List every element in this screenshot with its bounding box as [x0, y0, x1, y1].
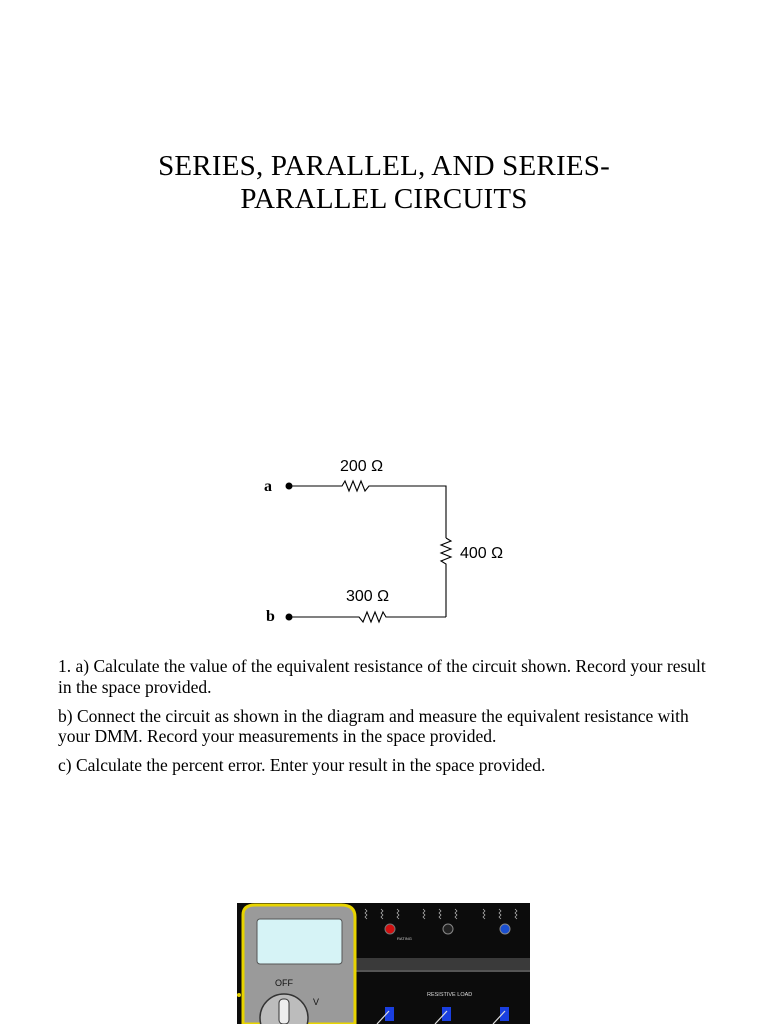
instruction-step-a: 1. a) Calculate the value of the equivalent resistance of the circuit shown. Record your result in the space provided. [58, 656, 706, 697]
node-a-label: a [264, 478, 272, 495]
dmm-v-label: V [313, 997, 320, 1007]
panel-resistive-load-label: RESISTIVE LOAD [427, 992, 473, 998]
resistor-400-label: 400 Ω [460, 545, 504, 562]
instruction-step-b: b) Connect the circuit as shown in the diagram and measure the equivalent resistance with your DMM. Record your measurements in the space provided. [58, 705, 689, 746]
top-wire-resistor-200 [289, 481, 446, 538]
bottom-wire-resistor-300 [289, 612, 446, 622]
circuit-diagram [250, 450, 540, 635]
instruction-step-c: c) Calculate the percent error. Enter your result in the space provided. [58, 755, 546, 775]
dmm-display [257, 919, 342, 964]
instructions [58, 656, 718, 784]
title-line-1: SERIES, PARALLEL, AND SERIES- [158, 150, 610, 182]
node-b-label: b [266, 608, 275, 625]
terminal-b [286, 614, 293, 621]
resistor-400 [441, 538, 451, 617]
terminal-black [443, 924, 453, 934]
resistor-300-label: 300 Ω [346, 588, 390, 605]
panel-rating-label: RATING [397, 936, 412, 941]
terminal-red [385, 924, 395, 934]
equipment-photo [237, 903, 530, 1024]
resistor-200-label: 200 Ω [340, 458, 384, 475]
title-line-2: PARALLEL CIRCUITS [240, 183, 528, 215]
terminal-blue [500, 924, 510, 934]
page-title [0, 150, 768, 216]
dmm-off-label: OFF [275, 978, 293, 988]
